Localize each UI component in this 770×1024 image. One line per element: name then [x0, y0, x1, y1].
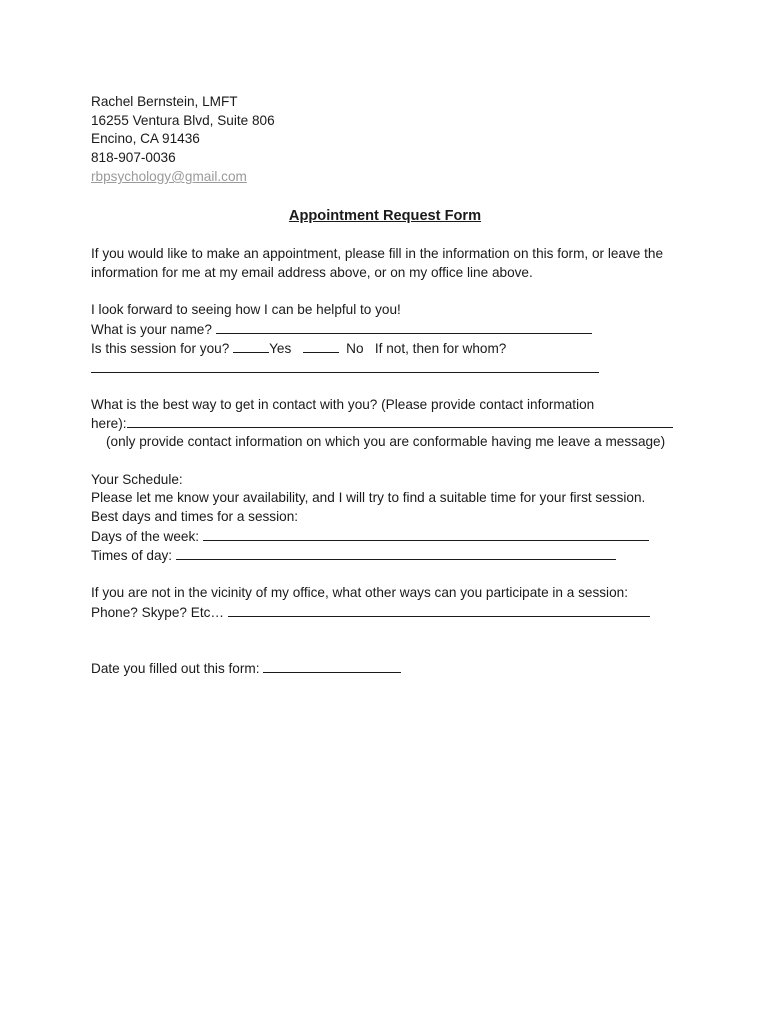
phone-number: 818-907-0036 [91, 150, 176, 165]
contact-note: (only provide contact information on which you are conformable having me leave a message) [106, 434, 666, 449]
contact-question: What is the best way to get in contact with you? (Please provide contact information [91, 397, 595, 412]
date-field[interactable] [263, 659, 401, 673]
date-question [91, 659, 401, 678]
session-label: Is this session for you? [91, 341, 230, 356]
address-line-1: 16255 Ventura Blvd, Suite 806 [91, 113, 275, 128]
whom-field[interactable] [91, 372, 599, 373]
date-label: Date you filled out this form: [91, 661, 260, 676]
therapist-name: Rachel Bernstein, LMFT [91, 94, 238, 109]
email-link[interactable]: rbpsychology@gmail.com [91, 169, 247, 184]
intro-text-line-2: information for me at my email address above, or on my office line above. [91, 265, 533, 280]
name-label: What is your name? [91, 322, 212, 337]
vicinity-question: If you are not in the vicinity of my office, what other ways can you participate in a session: [91, 585, 628, 600]
best-days-label: Best days and times for a session: [91, 509, 299, 524]
schedule-text: Please let me know your availability, and I will try to find a suitable time for your first session. [91, 490, 646, 505]
contact-field[interactable] [127, 414, 673, 428]
no-label: No [346, 341, 364, 356]
name-field[interactable] [216, 320, 592, 334]
times-question [91, 546, 616, 565]
form-title: Appointment Request Form [288, 208, 482, 224]
no-field[interactable] [303, 339, 339, 353]
yes-field[interactable] [233, 339, 269, 353]
phone-skype-label: Phone? Skype? Etc… [91, 605, 224, 620]
days-label: Days of the week: [91, 529, 200, 544]
contact-label-here: here): [91, 416, 127, 431]
phone-skype-field[interactable] [228, 603, 650, 617]
schedule-heading: Your Schedule: [91, 472, 183, 487]
days-field[interactable] [203, 527, 649, 541]
address-line-2: Encino, CA 91436 [91, 131, 200, 146]
days-question [91, 527, 649, 546]
times-label: Times of day: [91, 548, 173, 563]
phone-skype-question [91, 603, 650, 622]
intro-text-line-1: If you would like to make an appointment, please fill in the information on this form, or leave the [91, 246, 663, 261]
yes-label: Yes [269, 341, 292, 356]
whom-label: If not, then for whom? [374, 341, 507, 356]
session-question [91, 339, 506, 358]
greeting-text: I look forward to seeing how I can be helpful to you! [91, 302, 401, 317]
name-question [91, 320, 592, 339]
times-field[interactable] [176, 546, 616, 560]
contact-question-line-2 [91, 414, 673, 433]
